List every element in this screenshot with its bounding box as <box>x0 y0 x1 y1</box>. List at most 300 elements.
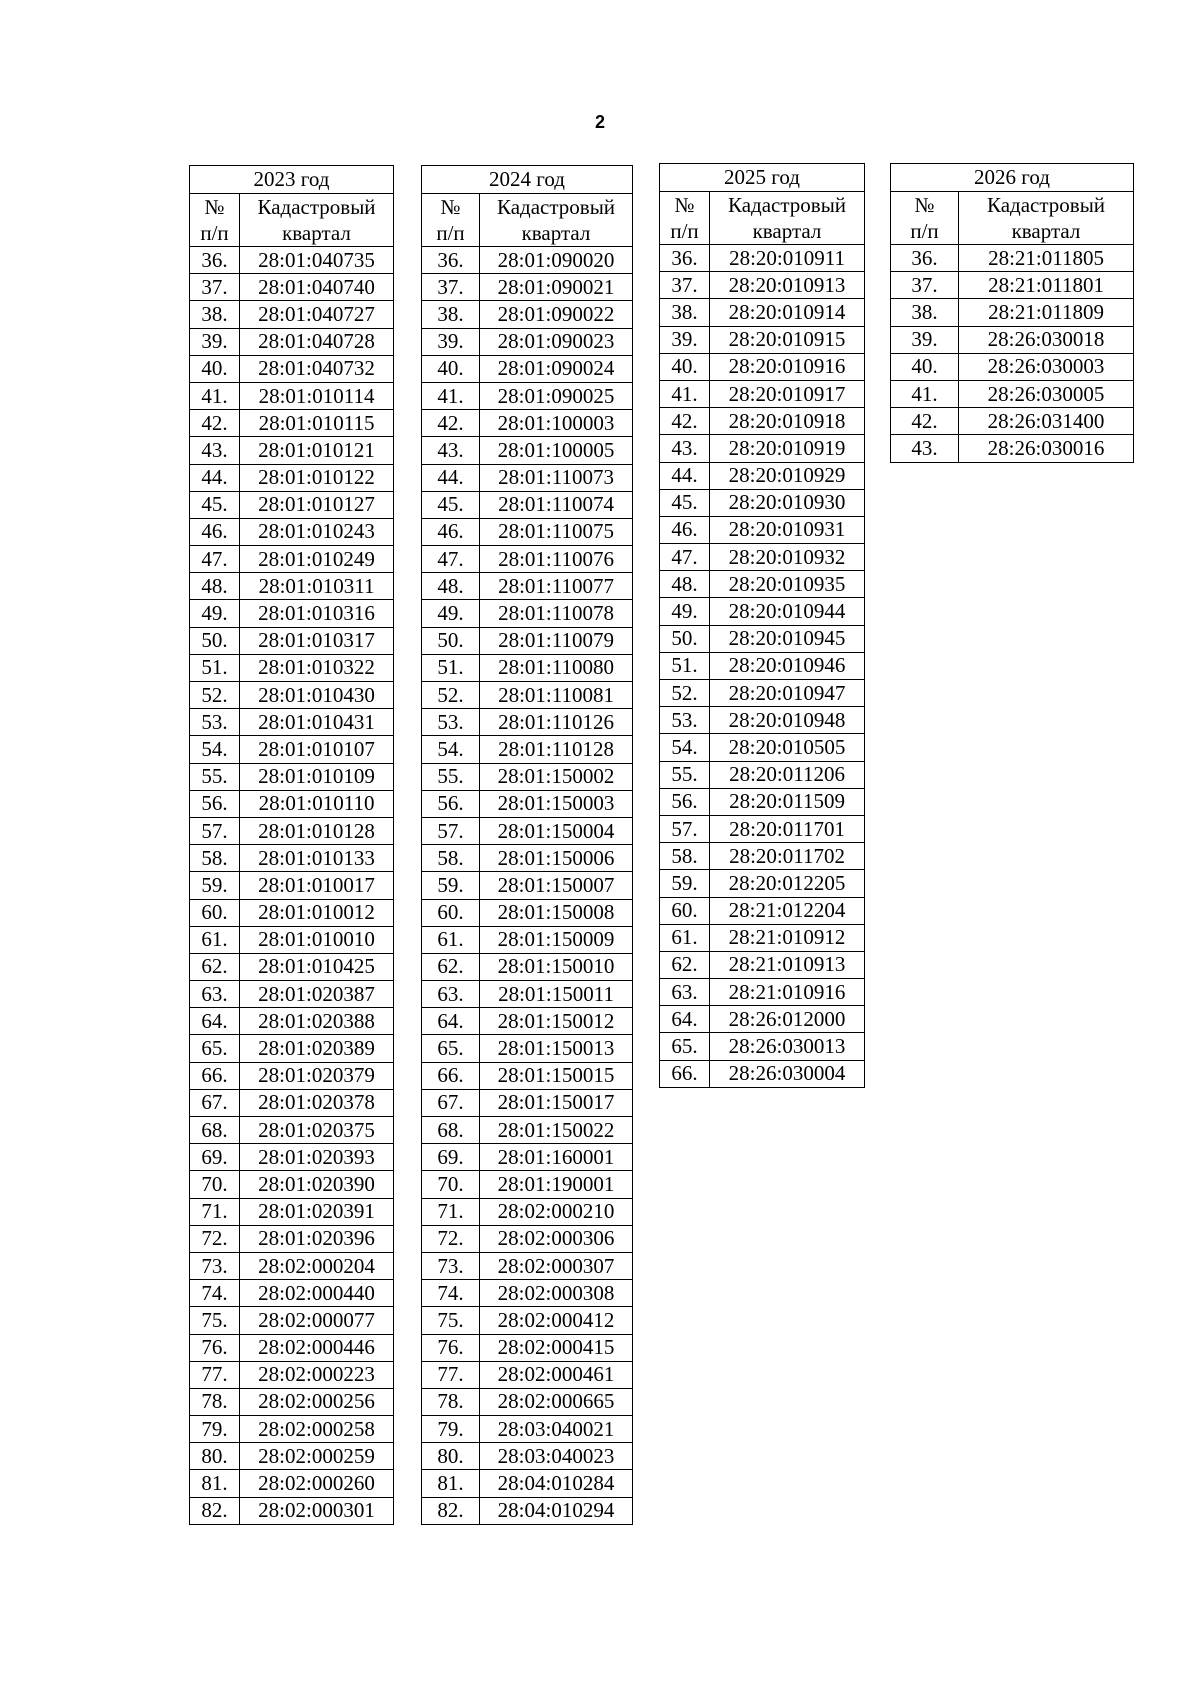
table-row <box>660 1033 865 1060</box>
table-row <box>422 437 633 464</box>
row-number: 66. <box>422 1062 480 1089</box>
cadastral-quarter: 28:20:012205 <box>710 870 865 897</box>
cadastral-quarter: 28:21:011801 <box>959 272 1134 299</box>
row-number: 66. <box>660 1060 710 1087</box>
row-number: 61. <box>660 924 710 951</box>
cadastral-quarter: 28:01:010121 <box>240 437 394 464</box>
cadastral-quarter: 28:20:010913 <box>710 272 865 299</box>
cadastral-quarter: 28:02:000440 <box>240 1280 394 1307</box>
row-number: 50. <box>422 627 480 654</box>
table-row <box>422 355 633 382</box>
row-number: 37. <box>190 274 240 301</box>
table-row <box>422 1443 633 1470</box>
table-row <box>422 1117 633 1144</box>
row-number: 74. <box>190 1280 240 1307</box>
cadastral-quarter: 28:01:100005 <box>480 437 633 464</box>
cadastral-quarter: 28:01:150017 <box>480 1089 633 1116</box>
row-number: 38. <box>660 299 710 326</box>
column-header-cadastral: Кадастровый квартал <box>480 194 633 247</box>
cadastral-quarter: 28:01:040732 <box>240 355 394 382</box>
row-number: 66. <box>190 1062 240 1089</box>
cadastral-quarter: 28:01:150002 <box>480 763 633 790</box>
row-number: 61. <box>190 926 240 953</box>
cadastral-quarter: 28:20:010945 <box>710 625 865 652</box>
cadastral-quarter: 28:01:010128 <box>240 817 394 844</box>
row-number: 39. <box>190 328 240 355</box>
cadastral-quarter: 28:02:000301 <box>240 1497 394 1524</box>
row-number: 38. <box>190 301 240 328</box>
row-number: 64. <box>422 1008 480 1035</box>
table-row <box>190 1470 394 1497</box>
row-number: 60. <box>422 899 480 926</box>
cadastral-quarter: 28:02:000308 <box>480 1280 633 1307</box>
row-number: 40. <box>660 353 710 380</box>
row-number: 41. <box>891 380 959 407</box>
row-number: 52. <box>422 682 480 709</box>
cadastral-quarter: 28:01:010127 <box>240 491 394 518</box>
row-number: 60. <box>660 897 710 924</box>
cadastral-quarter: 28:20:010917 <box>710 380 865 407</box>
cadastral-quarter: 28:01:010243 <box>240 518 394 545</box>
row-number: 51. <box>660 652 710 679</box>
table-row <box>660 979 865 1006</box>
table-row <box>660 951 865 978</box>
row-number: 58. <box>660 843 710 870</box>
cadastral-quarter: 28:01:110075 <box>480 518 633 545</box>
row-number: 41. <box>190 382 240 409</box>
cadastral-quarter: 28:02:000415 <box>480 1334 633 1361</box>
table-row <box>422 274 633 301</box>
table-row <box>660 625 865 652</box>
table-row <box>422 1497 633 1524</box>
table-row <box>660 245 865 272</box>
cadastral-quarter: 28:20:010505 <box>710 734 865 761</box>
table-2026 <box>890 163 1134 463</box>
cadastral-quarter: 28:26:031400 <box>959 408 1134 435</box>
cadastral-quarter: 28:20:010947 <box>710 680 865 707</box>
table-row <box>422 817 633 844</box>
row-number: 72. <box>422 1225 480 1252</box>
row-number: 40. <box>422 355 480 382</box>
table-row <box>422 981 633 1008</box>
table-row <box>660 489 865 516</box>
table-row <box>660 652 865 679</box>
cadastral-quarter: 28:01:150006 <box>480 845 633 872</box>
row-number: 57. <box>660 815 710 842</box>
table-row <box>190 1307 394 1334</box>
row-number: 58. <box>422 845 480 872</box>
row-number: 53. <box>190 709 240 736</box>
table-row <box>422 1388 633 1415</box>
cadastral-quarter: 28:01:150015 <box>480 1062 633 1089</box>
row-number: 36. <box>422 247 480 274</box>
row-number: 45. <box>660 489 710 516</box>
table-row <box>190 817 394 844</box>
cadastral-quarter: 28:01:010317 <box>240 627 394 654</box>
table-row <box>891 380 1134 407</box>
row-number: 36. <box>190 247 240 274</box>
row-number: 52. <box>660 680 710 707</box>
cadastral-quarter: 28:02:000461 <box>480 1361 633 1388</box>
cadastral-quarter: 28:01:150009 <box>480 926 633 953</box>
row-number: 38. <box>422 301 480 328</box>
table-row <box>190 1443 394 1470</box>
row-number: 49. <box>660 598 710 625</box>
table-row <box>190 518 394 545</box>
table-row <box>422 1008 633 1035</box>
row-number: 65. <box>660 1033 710 1060</box>
row-number: 50. <box>660 625 710 652</box>
cadastral-quarter: 28:01:150022 <box>480 1117 633 1144</box>
table-row <box>190 981 394 1008</box>
cadastral-quarter: 28:02:000258 <box>240 1416 394 1443</box>
cadastral-quarter: 28:20:010915 <box>710 326 865 353</box>
table-row <box>660 1006 865 1033</box>
cadastral-quarter: 28:21:012204 <box>710 897 865 924</box>
cadastral-quarter: 28:01:150008 <box>480 899 633 926</box>
table-row <box>422 491 633 518</box>
cadastral-quarter: 28:01:040728 <box>240 328 394 355</box>
table-row <box>422 1035 633 1062</box>
cadastral-quarter: 28:02:000223 <box>240 1361 394 1388</box>
row-number: 69. <box>190 1144 240 1171</box>
table-row <box>422 518 633 545</box>
cadastral-quarter: 28:20:011509 <box>710 788 865 815</box>
cadastral-quarter: 28:02:000256 <box>240 1388 394 1415</box>
cadastral-quarter: 28:01:010249 <box>240 546 394 573</box>
cadastral-quarter: 28:26:030004 <box>710 1060 865 1087</box>
table-row <box>422 845 633 872</box>
row-number: 59. <box>190 872 240 899</box>
row-number: 45. <box>190 491 240 518</box>
cadastral-quarter: 28:20:010935 <box>710 571 865 598</box>
table-row <box>422 682 633 709</box>
row-number: 62. <box>422 953 480 980</box>
table-row <box>422 790 633 817</box>
table-row <box>190 274 394 301</box>
table-row <box>190 899 394 926</box>
cadastral-quarter: 28:01:110128 <box>480 736 633 763</box>
cadastral-quarter: 28:02:000077 <box>240 1307 394 1334</box>
row-number: 42. <box>190 410 240 437</box>
page-number: 2 <box>594 112 605 132</box>
table-title: 2026 год <box>891 164 1134 192</box>
table-row <box>660 516 865 543</box>
row-number: 57. <box>422 817 480 844</box>
row-number: 51. <box>422 654 480 681</box>
cadastral-quarter: 28:21:010916 <box>710 979 865 1006</box>
table-row <box>190 736 394 763</box>
row-number: 39. <box>891 326 959 353</box>
table-row <box>422 1225 633 1252</box>
row-number: 55. <box>422 763 480 790</box>
cadastral-quarter: 28:01:010010 <box>240 926 394 953</box>
table-row <box>190 546 394 573</box>
table-row <box>891 299 1134 326</box>
table-row <box>190 355 394 382</box>
cadastral-quarter: 28:01:010311 <box>240 573 394 600</box>
table-row <box>891 353 1134 380</box>
row-number: 53. <box>422 709 480 736</box>
column-header-cadastral: Кадастровый квартал <box>710 192 865 245</box>
table-row <box>422 382 633 409</box>
cadastral-quarter: 28:01:010017 <box>240 872 394 899</box>
row-number: 42. <box>660 408 710 435</box>
row-number: 56. <box>190 790 240 817</box>
table-row <box>660 571 865 598</box>
column-header-cadastral: Кадастровый квартал <box>959 192 1134 245</box>
cadastral-quarter: 28:01:150010 <box>480 953 633 980</box>
cadastral-quarter: 28:21:011809 <box>959 299 1134 326</box>
row-number: 47. <box>190 546 240 573</box>
cadastral-quarter: 28:02:000446 <box>240 1334 394 1361</box>
row-number: 41. <box>660 380 710 407</box>
row-number: 60. <box>190 899 240 926</box>
row-number: 71. <box>422 1198 480 1225</box>
cadastral-quarter: 28:20:010919 <box>710 435 865 462</box>
table-row <box>422 627 633 654</box>
table-row <box>660 870 865 897</box>
row-number: 54. <box>190 736 240 763</box>
cadastral-quarter: 28:01:020388 <box>240 1008 394 1035</box>
row-number: 50. <box>190 627 240 654</box>
cadastral-quarter: 28:01:090022 <box>480 301 633 328</box>
row-number: 43. <box>422 437 480 464</box>
cadastral-quarter: 28:01:020389 <box>240 1035 394 1062</box>
table-row <box>190 845 394 872</box>
table-row <box>190 709 394 736</box>
row-number: 56. <box>660 788 710 815</box>
table-row <box>190 654 394 681</box>
cadastral-quarter: 28:01:110076 <box>480 546 633 573</box>
row-number: 43. <box>891 435 959 462</box>
row-number: 37. <box>422 274 480 301</box>
table-2023 <box>189 165 394 1525</box>
cadastral-quarter: 28:01:110077 <box>480 573 633 600</box>
table-row <box>422 1416 633 1443</box>
table-row <box>190 1497 394 1524</box>
cadastral-quarter: 28:20:011701 <box>710 815 865 842</box>
table-row <box>422 600 633 627</box>
table-row <box>190 1416 394 1443</box>
cadastral-quarter: 28:02:000665 <box>480 1388 633 1415</box>
cadastral-quarter: 28:01:190001 <box>480 1171 633 1198</box>
table-row <box>660 734 865 761</box>
table-row <box>422 1470 633 1497</box>
cadastral-quarter: 28:01:010107 <box>240 736 394 763</box>
cadastral-quarter: 28:01:090025 <box>480 382 633 409</box>
row-number: 43. <box>660 435 710 462</box>
cadastral-quarter: 28:02:000260 <box>240 1470 394 1497</box>
row-number: 74. <box>422 1280 480 1307</box>
cadastral-quarter: 28:20:010911 <box>710 245 865 272</box>
row-number: 42. <box>891 408 959 435</box>
table-row <box>422 1089 633 1116</box>
row-number: 59. <box>422 872 480 899</box>
row-number: 62. <box>660 951 710 978</box>
row-number: 59. <box>660 870 710 897</box>
row-number: 68. <box>422 1117 480 1144</box>
cadastral-quarter: 28:02:000204 <box>240 1252 394 1279</box>
table-row <box>422 1280 633 1307</box>
cadastral-quarter: 28:01:020378 <box>240 1089 394 1116</box>
cadastral-quarter: 28:20:010948 <box>710 707 865 734</box>
cadastral-quarter: 28:20:010932 <box>710 544 865 571</box>
table-row <box>190 573 394 600</box>
table-title: 2023 год <box>190 166 394 194</box>
table-row <box>660 544 865 571</box>
cadastral-quarter: 28:01:150003 <box>480 790 633 817</box>
cadastral-quarter: 28:20:010931 <box>710 516 865 543</box>
table-row <box>190 1144 394 1171</box>
row-number: 43. <box>190 437 240 464</box>
row-number: 63. <box>422 981 480 1008</box>
table-row <box>660 598 865 625</box>
cadastral-quarter: 28:01:020391 <box>240 1198 394 1225</box>
row-number: 64. <box>190 1008 240 1035</box>
table-row <box>190 872 394 899</box>
row-number: 76. <box>190 1334 240 1361</box>
table-row <box>422 1062 633 1089</box>
row-number: 47. <box>422 546 480 573</box>
cadastral-quarter: 28:02:000259 <box>240 1443 394 1470</box>
cadastral-quarter: 28:01:020387 <box>240 981 394 1008</box>
cadastral-quarter: 28:03:040021 <box>480 1416 633 1443</box>
row-number: 42. <box>422 410 480 437</box>
row-number: 44. <box>660 462 710 489</box>
row-number: 82. <box>190 1497 240 1524</box>
table-row <box>190 491 394 518</box>
table-row <box>660 897 865 924</box>
table-row <box>190 1117 394 1144</box>
row-number: 70. <box>190 1171 240 1198</box>
table-row <box>190 627 394 654</box>
cadastral-quarter: 28:01:110126 <box>480 709 633 736</box>
row-number: 62. <box>190 953 240 980</box>
cadastral-quarter: 28:01:010109 <box>240 763 394 790</box>
cadastral-quarter: 28:01:150004 <box>480 817 633 844</box>
table-row <box>190 1062 394 1089</box>
column-header-number: № п/п <box>190 194 240 247</box>
cadastral-quarter: 28:01:010110 <box>240 790 394 817</box>
row-number: 40. <box>190 355 240 382</box>
table-row <box>422 410 633 437</box>
table-row <box>660 707 865 734</box>
table-row <box>660 815 865 842</box>
cadastral-quarter: 28:04:010294 <box>480 1497 633 1524</box>
row-number: 73. <box>190 1252 240 1279</box>
table-row <box>660 462 865 489</box>
row-number: 78. <box>190 1388 240 1415</box>
table-title: 2025 год <box>660 164 865 192</box>
cadastral-quarter: 28:01:040735 <box>240 247 394 274</box>
cadastral-quarter: 28:01:010133 <box>240 845 394 872</box>
row-number: 37. <box>660 272 710 299</box>
cadastral-quarter: 28:20:011702 <box>710 843 865 870</box>
cadastral-quarter: 28:01:010115 <box>240 410 394 437</box>
table-row <box>190 953 394 980</box>
cadastral-quarter: 28:01:010431 <box>240 709 394 736</box>
row-number: 78. <box>422 1388 480 1415</box>
row-number: 56. <box>422 790 480 817</box>
row-number: 46. <box>190 518 240 545</box>
table-row <box>422 926 633 953</box>
table-row <box>190 1280 394 1307</box>
table-row <box>422 301 633 328</box>
cadastral-quarter: 28:01:150013 <box>480 1035 633 1062</box>
cadastral-quarter: 28:01:110080 <box>480 654 633 681</box>
table-row <box>190 1361 394 1388</box>
row-number: 48. <box>422 573 480 600</box>
cadastral-quarter: 28:01:010425 <box>240 953 394 980</box>
table-row <box>190 1198 394 1225</box>
table-row <box>190 382 394 409</box>
table-row <box>422 1198 633 1225</box>
row-number: 76. <box>422 1334 480 1361</box>
row-number: 72. <box>190 1225 240 1252</box>
table-row <box>190 600 394 627</box>
cadastral-quarter: 28:26:030018 <box>959 326 1134 353</box>
row-number: 64. <box>660 1006 710 1033</box>
row-number: 40. <box>891 353 959 380</box>
cadastral-quarter: 28:02:000306 <box>480 1225 633 1252</box>
row-number: 70. <box>422 1171 480 1198</box>
row-number: 46. <box>660 516 710 543</box>
cadastral-quarter: 28:01:160001 <box>480 1144 633 1171</box>
cadastral-quarter: 28:26:030013 <box>710 1033 865 1060</box>
row-number: 67. <box>190 1089 240 1116</box>
cadastral-quarter: 28:01:090021 <box>480 274 633 301</box>
table-row <box>422 1171 633 1198</box>
table-row <box>660 1060 865 1087</box>
cadastral-quarter: 28:01:010012 <box>240 899 394 926</box>
cadastral-quarter: 28:01:100003 <box>480 410 633 437</box>
row-number: 65. <box>190 1035 240 1062</box>
row-number: 80. <box>190 1443 240 1470</box>
table-row <box>190 437 394 464</box>
table-row <box>190 1171 394 1198</box>
row-number: 37. <box>891 272 959 299</box>
table-row <box>190 328 394 355</box>
row-number: 47. <box>660 544 710 571</box>
row-number: 82. <box>422 1497 480 1524</box>
table-row <box>190 926 394 953</box>
row-number: 39. <box>660 326 710 353</box>
table-row <box>190 682 394 709</box>
table-row <box>190 1252 394 1279</box>
table-row <box>660 435 865 462</box>
cadastral-quarter: 28:01:110073 <box>480 464 633 491</box>
cadastral-quarter: 28:01:020379 <box>240 1062 394 1089</box>
table-row <box>422 1307 633 1334</box>
table-2025 <box>659 163 865 1088</box>
row-number: 75. <box>422 1307 480 1334</box>
cadastral-quarter: 28:01:040727 <box>240 301 394 328</box>
column-header-number: № п/п <box>891 192 959 245</box>
cadastral-quarter: 28:01:150011 <box>480 981 633 1008</box>
table-row <box>422 546 633 573</box>
cadastral-quarter: 28:21:010912 <box>710 924 865 951</box>
cadastral-quarter: 28:01:020375 <box>240 1117 394 1144</box>
cadastral-quarter: 28:01:110081 <box>480 682 633 709</box>
table-row <box>660 761 865 788</box>
cadastral-quarter: 28:26:030003 <box>959 353 1134 380</box>
table-row <box>190 1008 394 1035</box>
column-header-number: № п/п <box>660 192 710 245</box>
cadastral-quarter: 28:01:110079 <box>480 627 633 654</box>
row-number: 52. <box>190 682 240 709</box>
cadastral-quarter: 28:02:000412 <box>480 1307 633 1334</box>
